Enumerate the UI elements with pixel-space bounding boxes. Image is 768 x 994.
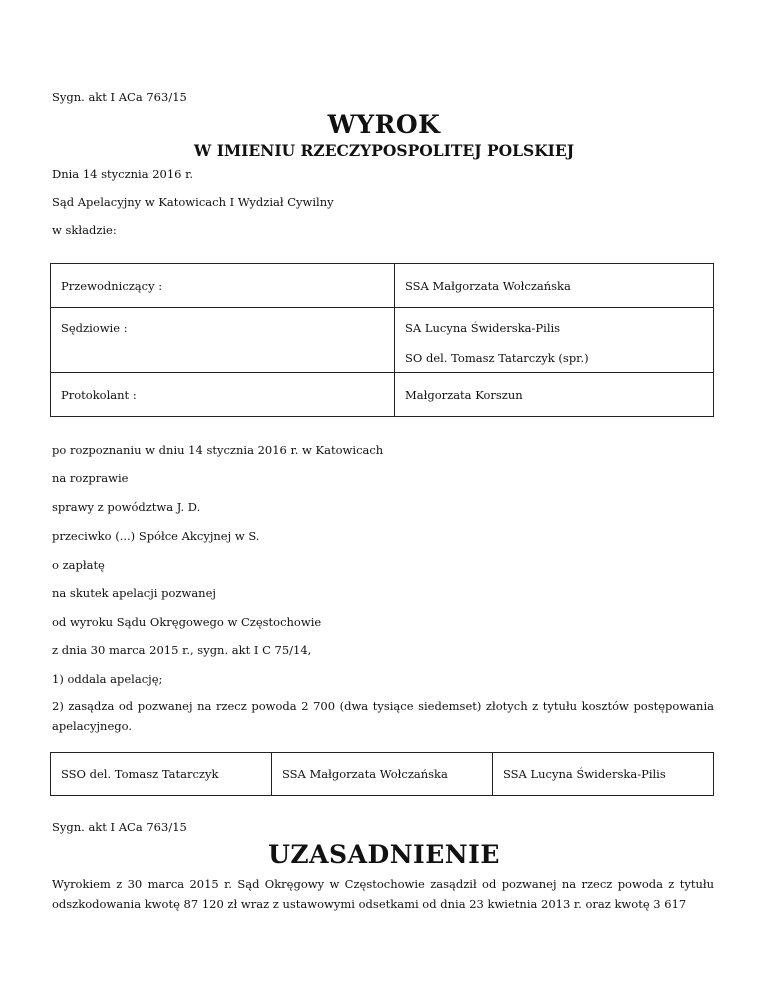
signature-cell <box>51 753 272 796</box>
proceedings-line: sprawy z powództwa J. D. <box>52 500 201 514</box>
judge-line-gap <box>405 336 703 351</box>
signature-name: SSO del. Tomasz Tatarczyk <box>61 767 219 781</box>
court-line: Sąd Apelacyjny w Katowicach I Wydział Cywilny <box>52 195 334 209</box>
judge-1-name: SA Lucyna Świderska-Pilis <box>405 321 561 335</box>
signature-name: SSA Lucyna Świderska-Pilis <box>503 767 666 781</box>
chair-name-cell <box>395 264 714 308</box>
composition-row-clerk <box>51 373 714 417</box>
judgment-title: WYROK <box>327 110 441 139</box>
case-number: Sygn. akt I ACa 763/15 <box>52 90 187 104</box>
clerk-label-cell <box>51 373 395 417</box>
signature-name: SSA Małgorzata Wołczańska <box>282 767 448 781</box>
judges-label: Sędziowie : <box>61 321 128 335</box>
composition-row-judges <box>51 308 714 373</box>
chair-name: SSA Małgorzata Wołczańska <box>405 278 571 293</box>
composition-table <box>50 263 714 417</box>
proceedings-line: po rozpoznaniu w dniu 14 stycznia 2016 r. w Katowicach <box>52 443 384 457</box>
ruling-2: 2) zasądza od pozwanej na rzecz powoda 2 700 (dwa tysiące siedemset) złotych z tytułu kosztów postępowania apelacyjnego. <box>52 699 714 733</box>
chair-label-cell <box>51 264 395 308</box>
justification-title: UZASADNIENIE <box>268 840 500 869</box>
chair-label: Przewodniczący : <box>61 278 163 293</box>
judges-names-cell <box>395 308 714 373</box>
case-number-repeat: Sygn. akt I ACa 763/15 <box>52 820 187 834</box>
justification-paragraph: Wyrokiem z 30 marca 2015 r. Sąd Okręgowy w Częstochowie zasądził od pozwanej na rzecz powoda z tytułu odszkodowania kwotę 87 120 zł wraz z ustawowymi odsetkami od dnia 23 kwietnia 2013 r. oraz kwotę 3 617 <box>52 877 714 911</box>
clerk-name-cell <box>395 373 714 417</box>
proceedings-line: z dnia 30 marca 2015 r., sygn. akt I C 75/14, <box>52 643 312 657</box>
signature-cell <box>272 753 493 796</box>
judgment-subtitle: W IMIENIU RZECZYPOSPOLITEJ POLSKIEJ <box>193 141 575 160</box>
signatures-row <box>51 753 714 796</box>
proceedings-line: na skutek apelacji pozwanej <box>52 586 216 600</box>
clerk-name: Małgorzata Korszun <box>405 387 523 402</box>
date-line: Dnia 14 stycznia 2016 r. <box>52 167 194 181</box>
clerk-label: Protokolant : <box>61 387 137 402</box>
signatures-table <box>50 752 714 796</box>
composition-row-chair <box>51 264 714 308</box>
judges-label-cell <box>51 308 395 373</box>
proceedings-line: przeciwko (...) Spółce Akcyjnej w S. <box>52 529 260 543</box>
signature-cell <box>493 753 714 796</box>
proceedings-line: na rozprawie <box>52 471 129 485</box>
composition-intro: w składzie: <box>52 223 117 237</box>
proceedings-line: o zapłatę <box>52 558 105 572</box>
judge-2-name: SO del. Tomasz Tatarczyk (spr.) <box>405 351 589 365</box>
proceedings-line: od wyroku Sądu Okręgowego w Częstochowie <box>52 615 322 629</box>
ruling-1: 1) oddala apelację; <box>52 672 163 686</box>
